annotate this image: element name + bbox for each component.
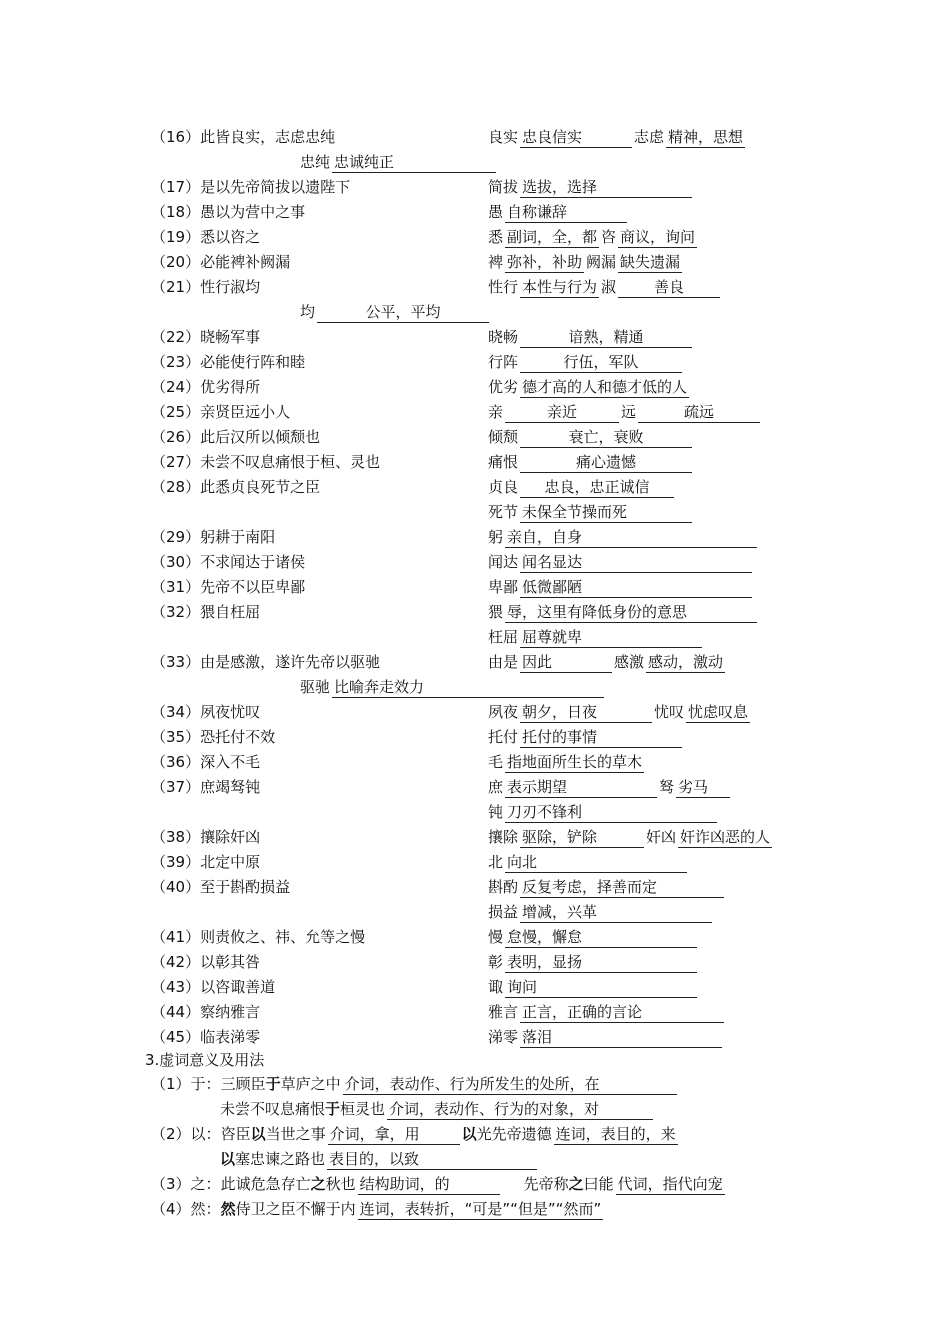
item-24-source: （24）优劣得所	[151, 378, 261, 396]
item-36-source: （36）深入不毛	[151, 753, 261, 771]
item-16-gloss: 良实 忠良信实 志虑 精神，思想	[488, 128, 744, 146]
item-19-gloss: 悉 副词，全，都 咨 商议，询问	[488, 228, 696, 246]
item-40-gloss-2: 损益 增减，兴革	[488, 900, 714, 924]
item-42-gloss: 彰 表明，显扬	[488, 950, 699, 974]
item-28-source: （28）此悉贞良死节之臣	[151, 478, 321, 496]
item-34-gloss: 夙夜 朝夕，日夜 忧叹 忧虑叹息	[488, 703, 749, 721]
item-16-gloss-cont: 忠纯 忠诚纯正	[300, 150, 498, 174]
item-21-gloss-cont: 均 公平，平均	[300, 300, 491, 324]
item-27-gloss: 痛恨 痛心遗憾	[488, 450, 694, 474]
item-18-gloss: 愚 自称谦辞	[488, 200, 629, 224]
item-35-gloss: 托付 托付的事情	[488, 725, 684, 749]
item-45-source: （45）临表涕零	[151, 1028, 261, 1046]
item-24-gloss: 优劣 德才高的人和德才低的人	[488, 378, 688, 396]
item-30-source: （30）不求闻达于诸侯	[151, 553, 306, 571]
item-41-gloss: 慢 怠慢，懈怠	[488, 925, 699, 949]
item-32-gloss-2: 枉屈 屈尊就卑	[488, 625, 704, 649]
item-31-gloss: 卑鄙 低微鄙陋	[488, 575, 754, 599]
section-heading: 3.虚词意义及用法	[145, 1051, 265, 1069]
item-42-source: （42）以彰其咎	[151, 953, 261, 971]
item-32-gloss: 猥 辱，这里有降低身份的意思	[488, 600, 759, 624]
item-23-source: （23）必能使行阵和睦	[151, 353, 306, 371]
item-40-gloss: 斟酌 反复考虑，择善而定	[488, 875, 726, 899]
item-35-source: （35）恐托付不效	[151, 728, 276, 746]
item-39-source: （39）北定中原	[151, 853, 261, 871]
item-23-gloss: 行阵 行伍，军队	[488, 350, 684, 374]
item-44-gloss: 雅言 正言，正确的言论	[488, 1000, 726, 1024]
function-word-ran: （4）然：然侍卫之臣不懈于内 连词，表转折，“可是”“但是”“然而”	[151, 1200, 602, 1218]
item-32-source: （32）猥自枉屈	[151, 603, 261, 621]
item-26-gloss: 倾颓 衰亡，衰败	[488, 425, 694, 449]
function-word-zhi: （3）之：此诚危急存亡之秋也 结构助词，的 先帝称之曰能 代词，指代向宠	[151, 1175, 723, 1193]
item-20-source: （20）必能裨补阙漏	[151, 253, 291, 271]
item-27-source: （27）未尝不叹息痛恨于桓、灵也	[151, 453, 381, 471]
item-33-gloss-cont: 驱驰 比喻奔走效力	[300, 675, 606, 699]
item-28-gloss: 贞良 忠良，忠正诚信	[488, 475, 676, 499]
item-22-gloss: 晓畅 谙熟，精通	[488, 325, 694, 349]
item-37-gloss: 庶 表示期望 驽 劣马	[488, 775, 732, 799]
function-word-yu-1: （1）于：三顾臣于草庐之中 介词，表动作、行为所发生的处所，在	[151, 1072, 679, 1096]
item-33-source: （33）由是感激，遂许先帝以驱驰	[151, 653, 381, 671]
item-21-source: （21）性行淑均	[151, 278, 261, 296]
function-word-yu-2: 未尝不叹息痛恨于桓灵也 介词，表动作、行为的对象，对	[220, 1097, 655, 1121]
item-43-source: （43）以咨诹善道	[151, 978, 276, 996]
item-29-gloss: 躬 亲自，自身	[488, 525, 759, 549]
item-21-gloss: 性行 本性与行为 淑 善良	[488, 275, 722, 299]
item-43-gloss: 诹 询问	[488, 975, 699, 999]
item-25-source: （25）亲贤臣远小人	[151, 403, 291, 421]
item-20-gloss: 裨 弥补，补助 阙漏 缺失遗漏	[488, 253, 681, 271]
item-40-source: （40）至于斟酌损益	[151, 878, 291, 896]
item-17-gloss: 简拔 选拔，选择	[488, 175, 694, 199]
item-39-gloss: 北 向北	[488, 850, 689, 874]
item-18-source: （18）愚以为营中之事	[151, 203, 306, 221]
item-33-gloss: 由是 因此 感激 感动，激动	[488, 653, 724, 671]
item-44-source: （44）察纳雅言	[151, 1003, 261, 1021]
function-word-yi-1: （2）以：咨臣以当世之事 介词，拿，用 以光先帝遗德 连词，表目的，来	[151, 1125, 676, 1143]
item-38-gloss: 攘除 驱除，铲除 奸凶 奸诈凶恶的人	[488, 828, 771, 846]
item-41-source: （41）则责攸之、祎、允等之慢	[151, 928, 366, 946]
function-word-yi-2: 以塞忠谏之路也 表目的，以致	[220, 1147, 539, 1171]
item-29-source: （29）躬耕于南阳	[151, 528, 276, 546]
item-16-source: （16）此皆良实，志虑忠纯	[151, 128, 336, 146]
item-37-source: （37）庶竭驽钝	[151, 778, 261, 796]
item-36-gloss: 毛 指地面所生长的草木	[488, 753, 643, 771]
item-37-gloss-2: 钝 刀刃不锋利	[488, 800, 719, 824]
item-45-gloss: 涕零 落泪	[488, 1025, 724, 1049]
item-26-source: （26）此后汉所以倾颓也	[151, 428, 321, 446]
item-25-gloss: 亲 亲近 远 疏远	[488, 400, 762, 424]
item-38-source: （38）攘除奸凶	[151, 828, 261, 846]
item-31-source: （31）先帝不以臣卑鄙	[151, 578, 306, 596]
item-30-gloss: 闻达 闻名显达	[488, 550, 754, 574]
item-22-source: （22）晓畅军事	[151, 328, 261, 346]
item-17-source: （17）是以先帝简拔以遗陛下	[151, 178, 351, 196]
item-19-source: （19）悉以咨之	[151, 228, 261, 246]
item-34-source: （34）夙夜忧叹	[151, 703, 261, 721]
item-28-gloss-2: 死节 未保全节操而死	[488, 500, 694, 524]
